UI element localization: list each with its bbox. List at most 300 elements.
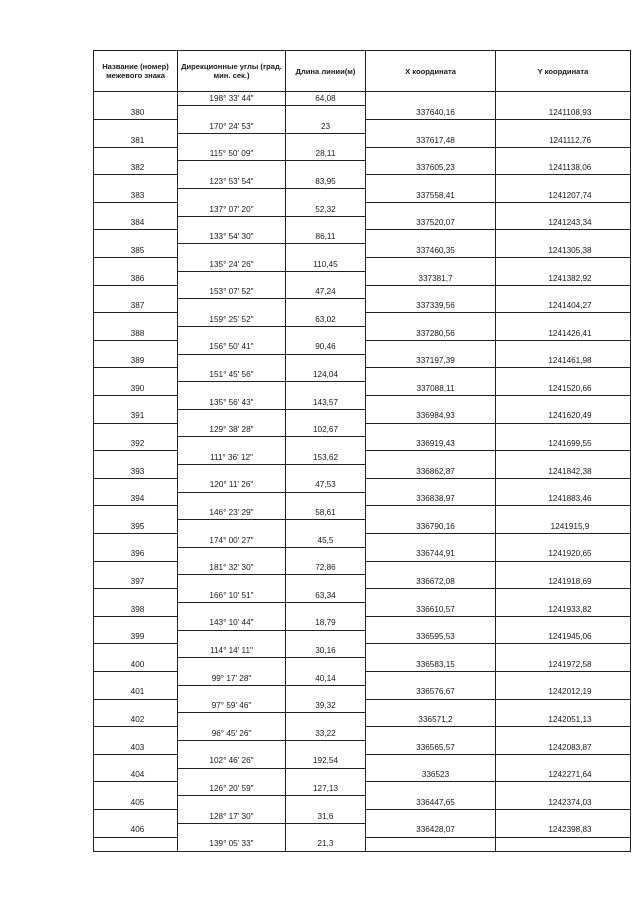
cell-direction-angle: [178, 299, 286, 313]
cell-direction-angle: [178, 547, 286, 561]
table-row: [94, 671, 631, 685]
cell-y-coordinate: [496, 230, 631, 244]
cell-point-name: [94, 147, 178, 161]
cell-direction-angle: 128° 17' 30": [178, 809, 286, 823]
cell-line-length: [286, 327, 366, 341]
cell-y-coordinate: 1242398,83: [496, 823, 631, 837]
cell-line-length: [286, 299, 366, 313]
cell-line-length: [286, 409, 366, 423]
cell-y-coordinate: [496, 313, 631, 327]
cell-point-name: [94, 92, 178, 106]
table-row: [94, 658, 631, 672]
cell-x-coordinate: 336672,08: [366, 575, 496, 589]
cell-direction-angle: [178, 327, 286, 341]
table-row: [94, 837, 631, 851]
table-row: [94, 492, 631, 506]
cell-line-length: 63,34: [286, 589, 366, 603]
cell-line-length: 86,11: [286, 230, 366, 244]
table-row: [94, 396, 631, 410]
cell-x-coordinate: [366, 202, 496, 216]
table-row: [94, 796, 631, 810]
cell-y-coordinate: [496, 340, 631, 354]
cell-direction-angle: 96° 45' 26": [178, 727, 286, 741]
cell-x-coordinate: 336583,15: [366, 658, 496, 672]
table-row: [94, 313, 631, 327]
cell-point-name: 387: [94, 299, 178, 313]
table-row: [94, 478, 631, 492]
cell-line-length: [286, 354, 366, 368]
cell-point-name: 399: [94, 630, 178, 644]
cell-point-name: [94, 175, 178, 189]
cell-direction-angle: [178, 382, 286, 396]
cell-line-length: 52,32: [286, 202, 366, 216]
cell-point-name: 406: [94, 823, 178, 837]
table-row: [94, 340, 631, 354]
table-row: [94, 809, 631, 823]
cell-direction-angle: [178, 133, 286, 147]
cell-y-coordinate: [496, 754, 631, 768]
table-row: [94, 354, 631, 368]
cell-direction-angle: 114° 14' 11": [178, 644, 286, 658]
cell-y-coordinate: [496, 147, 631, 161]
header-x-coordinate: X координата: [366, 51, 496, 92]
cell-point-name: 394: [94, 492, 178, 506]
cell-y-coordinate: [496, 616, 631, 630]
table-row: [94, 589, 631, 603]
cell-direction-angle: [178, 354, 286, 368]
table-row: [94, 561, 631, 575]
cell-point-name: 398: [94, 602, 178, 616]
cell-point-name: 389: [94, 354, 178, 368]
table-row: [94, 437, 631, 451]
cell-point-name: 388: [94, 327, 178, 341]
cell-x-coordinate: 336576,67: [366, 685, 496, 699]
table-row: [94, 465, 631, 479]
cell-x-coordinate: [366, 644, 496, 658]
cell-line-length: [286, 161, 366, 175]
cell-point-name: [94, 727, 178, 741]
table-row: [94, 258, 631, 272]
cell-line-length: 63,02: [286, 313, 366, 327]
cell-y-coordinate: 1241138,06: [496, 161, 631, 175]
cell-x-coordinate: 336984,93: [366, 409, 496, 423]
cell-direction-angle: 151° 45' 56": [178, 368, 286, 382]
cell-y-coordinate: [496, 258, 631, 272]
cell-y-coordinate: 1242374,03: [496, 796, 631, 810]
cell-point-name: [94, 699, 178, 713]
table-row: [94, 823, 631, 837]
cell-x-coordinate: 337197,39: [366, 354, 496, 368]
cell-point-name: [94, 423, 178, 437]
cell-y-coordinate: [496, 120, 631, 134]
cell-x-coordinate: [366, 175, 496, 189]
cell-x-coordinate: 337640,16: [366, 106, 496, 120]
cell-x-coordinate: 336919,43: [366, 437, 496, 451]
cell-direction-angle: [178, 437, 286, 451]
cell-point-name: [94, 506, 178, 520]
cell-line-length: [286, 271, 366, 285]
cell-line-length: 153,62: [286, 451, 366, 465]
cell-point-name: 401: [94, 685, 178, 699]
cell-point-name: [94, 368, 178, 382]
cell-x-coordinate: [366, 92, 496, 106]
table-row: [94, 327, 631, 341]
cell-y-coordinate: 1241972,58: [496, 658, 631, 672]
cell-point-name: 400: [94, 658, 178, 672]
cell-y-coordinate: 1241933,82: [496, 602, 631, 616]
table-row: [94, 299, 631, 313]
cell-direction-angle: 99° 17' 28": [178, 671, 286, 685]
cell-line-length: [286, 685, 366, 699]
cell-y-coordinate: 1241699,55: [496, 437, 631, 451]
cell-x-coordinate: [366, 340, 496, 354]
table-row: [94, 520, 631, 534]
cell-x-coordinate: 336790,16: [366, 520, 496, 534]
cell-point-name: [94, 313, 178, 327]
cell-direction-angle: 115° 50' 09": [178, 147, 286, 161]
cell-x-coordinate: 336565,57: [366, 740, 496, 754]
cell-y-coordinate: 1241426,41: [496, 327, 631, 341]
table-row: [94, 630, 631, 644]
table-row: [94, 189, 631, 203]
cell-x-coordinate: [366, 258, 496, 272]
cell-x-coordinate: [366, 285, 496, 299]
cell-x-coordinate: [366, 506, 496, 520]
cell-x-coordinate: [366, 396, 496, 410]
cell-point-name: 382: [94, 161, 178, 175]
cell-x-coordinate: [366, 754, 496, 768]
cell-x-coordinate: 336838,97: [366, 492, 496, 506]
cell-x-coordinate: 336595,53: [366, 630, 496, 644]
cell-y-coordinate: 1241842,38: [496, 465, 631, 479]
cell-x-coordinate: 337381,7: [366, 271, 496, 285]
cell-point-name: 383: [94, 189, 178, 203]
cell-x-coordinate: [366, 451, 496, 465]
table-row: [94, 547, 631, 561]
table-row: [94, 451, 631, 465]
table-row: [94, 713, 631, 727]
cell-x-coordinate: 336523: [366, 768, 496, 782]
cell-y-coordinate: [496, 534, 631, 548]
cell-line-length: 72,86: [286, 561, 366, 575]
cell-x-coordinate: [366, 671, 496, 685]
table-row: [94, 506, 631, 520]
cell-line-length: [286, 768, 366, 782]
table-row: [94, 409, 631, 423]
cell-y-coordinate: [496, 202, 631, 216]
cell-direction-angle: 137° 07' 20": [178, 202, 286, 216]
cell-x-coordinate: [366, 616, 496, 630]
table-row: [94, 147, 631, 161]
cell-point-name: [94, 478, 178, 492]
table-body: [94, 92, 631, 852]
cell-direction-angle: [178, 161, 286, 175]
cell-direction-angle: 102° 46' 26": [178, 754, 286, 768]
cell-y-coordinate: 1242051,13: [496, 713, 631, 727]
cell-direction-angle: 139° 05' 33": [178, 837, 286, 851]
cell-direction-angle: 143° 10' 44": [178, 616, 286, 630]
cell-x-coordinate: 336428,07: [366, 823, 496, 837]
cell-direction-angle: [178, 713, 286, 727]
cell-direction-angle: 111° 36' 12": [178, 451, 286, 465]
cell-line-length: 23: [286, 120, 366, 134]
cell-direction-angle: [178, 630, 286, 644]
cell-direction-angle: 174° 00' 27": [178, 534, 286, 548]
cell-point-name: [94, 837, 178, 851]
cell-direction-angle: [178, 602, 286, 616]
cell-x-coordinate: 337558,41: [366, 189, 496, 203]
cell-x-coordinate: 336862,87: [366, 465, 496, 479]
cell-point-name: 390: [94, 382, 178, 396]
cell-line-length: [286, 244, 366, 258]
header-direction-angle: Дирекционные углы (град. мин. сек.): [178, 51, 286, 92]
cell-direction-angle: 129° 38' 28": [178, 423, 286, 437]
cell-line-length: 58,61: [286, 506, 366, 520]
cell-point-name: 397: [94, 575, 178, 589]
cell-line-length: 192,54: [286, 754, 366, 768]
cell-point-name: 386: [94, 271, 178, 285]
cell-line-length: [286, 630, 366, 644]
cell-direction-angle: [178, 575, 286, 589]
cell-y-coordinate: 1241920,65: [496, 547, 631, 561]
cell-direction-angle: 135° 24' 26": [178, 258, 286, 272]
cell-direction-angle: [178, 106, 286, 120]
cell-y-coordinate: [496, 837, 631, 851]
cell-point-name: 385: [94, 244, 178, 258]
cell-y-coordinate: [496, 809, 631, 823]
cell-line-length: 64,08: [286, 92, 366, 106]
cell-point-name: 381: [94, 133, 178, 147]
cell-direction-angle: [178, 823, 286, 837]
table-row: [94, 202, 631, 216]
cell-line-length: [286, 216, 366, 230]
cell-line-length: [286, 189, 366, 203]
cell-line-length: [286, 465, 366, 479]
cell-point-name: [94, 230, 178, 244]
cell-point-name: [94, 589, 178, 603]
cell-line-length: [286, 492, 366, 506]
cell-x-coordinate: [366, 561, 496, 575]
cell-y-coordinate: [496, 782, 631, 796]
cell-point-name: [94, 671, 178, 685]
cell-point-name: 391: [94, 409, 178, 423]
cell-point-name: 392: [94, 437, 178, 451]
table-row: [94, 423, 631, 437]
cell-line-length: [286, 520, 366, 534]
table-row: [94, 727, 631, 741]
cell-x-coordinate: [366, 837, 496, 851]
cell-x-coordinate: 337339,56: [366, 299, 496, 313]
cell-direction-angle: [178, 189, 286, 203]
cell-direction-angle: [178, 658, 286, 672]
table-row: [94, 120, 631, 134]
cell-line-length: 127,13: [286, 782, 366, 796]
cell-point-name: [94, 534, 178, 548]
cell-line-length: 83,95: [286, 175, 366, 189]
cell-x-coordinate: 337460,35: [366, 244, 496, 258]
cell-point-name: [94, 809, 178, 823]
table-header-row: [94, 51, 631, 92]
cell-line-length: 40,14: [286, 671, 366, 685]
table-row: [94, 782, 631, 796]
cell-y-coordinate: [496, 561, 631, 575]
cell-y-coordinate: 1241945,06: [496, 630, 631, 644]
cell-y-coordinate: 1241404,27: [496, 299, 631, 313]
cell-y-coordinate: [496, 175, 631, 189]
table-row: [94, 133, 631, 147]
cell-point-name: [94, 258, 178, 272]
cell-x-coordinate: [366, 534, 496, 548]
cell-point-name: 405: [94, 796, 178, 810]
cell-line-length: 30,16: [286, 644, 366, 658]
cell-line-length: 18,79: [286, 616, 366, 630]
cell-direction-angle: [178, 216, 286, 230]
cell-point-name: 402: [94, 713, 178, 727]
table-row: [94, 575, 631, 589]
cell-direction-angle: 133° 54' 30": [178, 230, 286, 244]
cell-line-length: 47,24: [286, 285, 366, 299]
cell-line-length: [286, 602, 366, 616]
cell-line-length: [286, 575, 366, 589]
table-row: [94, 534, 631, 548]
cell-y-coordinate: 1241305,38: [496, 244, 631, 258]
cell-direction-angle: 159° 25' 52": [178, 313, 286, 327]
cell-line-length: 33,22: [286, 727, 366, 741]
cell-line-length: [286, 796, 366, 810]
cell-point-name: 404: [94, 768, 178, 782]
cell-y-coordinate: [496, 478, 631, 492]
cell-x-coordinate: [366, 699, 496, 713]
cell-line-length: 21,3: [286, 837, 366, 851]
table-row: [94, 382, 631, 396]
cell-y-coordinate: [496, 589, 631, 603]
cell-direction-angle: [178, 796, 286, 810]
cell-direction-angle: [178, 271, 286, 285]
cell-point-name: [94, 754, 178, 768]
cell-point-name: [94, 120, 178, 134]
cell-direction-angle: [178, 520, 286, 534]
cell-direction-angle: 135° 56' 43": [178, 396, 286, 410]
cell-y-coordinate: 1241108,93: [496, 106, 631, 120]
cell-point-name: [94, 782, 178, 796]
cell-x-coordinate: [366, 368, 496, 382]
cell-x-coordinate: [366, 478, 496, 492]
cell-point-name: [94, 285, 178, 299]
cell-y-coordinate: [496, 423, 631, 437]
table-row: [94, 216, 631, 230]
cell-line-length: 31,6: [286, 809, 366, 823]
cell-direction-angle: 170° 24' 53": [178, 120, 286, 134]
cell-point-name: [94, 644, 178, 658]
cell-direction-angle: 181° 32' 30": [178, 561, 286, 575]
cell-point-name: [94, 561, 178, 575]
cell-line-length: 45,5: [286, 534, 366, 548]
table-row: [94, 106, 631, 120]
cell-y-coordinate: 1241207,74: [496, 189, 631, 203]
cell-direction-angle: 120° 11' 26": [178, 478, 286, 492]
cell-x-coordinate: 337617,48: [366, 133, 496, 147]
cell-point-name: 396: [94, 547, 178, 561]
cell-y-coordinate: [496, 92, 631, 106]
table-row: [94, 699, 631, 713]
cell-y-coordinate: 1241620,49: [496, 409, 631, 423]
cell-y-coordinate: 1241112,76: [496, 133, 631, 147]
cell-direction-angle: [178, 768, 286, 782]
cell-direction-angle: 126° 20' 59": [178, 782, 286, 796]
cell-direction-angle: 123° 53' 54": [178, 175, 286, 189]
cell-x-coordinate: [366, 727, 496, 741]
cell-line-length: [286, 823, 366, 837]
cell-point-name: [94, 340, 178, 354]
table-row: [94, 368, 631, 382]
table-row: [94, 685, 631, 699]
cell-y-coordinate: [496, 671, 631, 685]
cell-x-coordinate: 336744,91: [366, 547, 496, 561]
cell-y-coordinate: 1241243,34: [496, 216, 631, 230]
header-line-length: Длина линии(м): [286, 51, 366, 92]
cell-y-coordinate: 1242083,87: [496, 740, 631, 754]
cell-point-name: 380: [94, 106, 178, 120]
cell-x-coordinate: 337280,56: [366, 327, 496, 341]
table-row: [94, 161, 631, 175]
cell-line-length: [286, 658, 366, 672]
cell-y-coordinate: 1241915,9: [496, 520, 631, 534]
cell-direction-angle: [178, 492, 286, 506]
cell-line-length: 28,11: [286, 147, 366, 161]
cell-line-length: 110,45: [286, 258, 366, 272]
cell-point-name: 395: [94, 520, 178, 534]
cell-direction-angle: 198° 33' 44": [178, 92, 286, 106]
cell-x-coordinate: [366, 230, 496, 244]
cell-line-length: 90,46: [286, 340, 366, 354]
cell-y-coordinate: [496, 644, 631, 658]
cell-y-coordinate: 1241918,69: [496, 575, 631, 589]
cell-x-coordinate: [366, 313, 496, 327]
table-row: [94, 175, 631, 189]
cell-y-coordinate: [496, 699, 631, 713]
cell-direction-angle: [178, 465, 286, 479]
cell-point-name: 393: [94, 465, 178, 479]
boundary-points-table: [93, 50, 631, 852]
cell-point-name: [94, 396, 178, 410]
table-row: [94, 92, 631, 106]
header-point-name: Название (номер) межевого знака: [94, 51, 178, 92]
cell-x-coordinate: 337605,23: [366, 161, 496, 175]
cell-line-length: [286, 437, 366, 451]
cell-line-length: 102,67: [286, 423, 366, 437]
cell-line-length: 47,53: [286, 478, 366, 492]
cell-line-length: [286, 106, 366, 120]
cell-line-length: 124,04: [286, 368, 366, 382]
table-row: [94, 616, 631, 630]
cell-y-coordinate: 1242012,19: [496, 685, 631, 699]
cell-y-coordinate: [496, 727, 631, 741]
table-row: [94, 271, 631, 285]
cell-line-length: [286, 133, 366, 147]
cell-x-coordinate: [366, 120, 496, 134]
table-row: [94, 740, 631, 754]
cell-y-coordinate: [496, 451, 631, 465]
cell-x-coordinate: [366, 589, 496, 603]
table-row: [94, 754, 631, 768]
cell-x-coordinate: [366, 809, 496, 823]
header-y-coordinate: Y координата: [496, 51, 631, 92]
cell-y-coordinate: 1241461,98: [496, 354, 631, 368]
cell-x-coordinate: [366, 147, 496, 161]
cell-line-length: [286, 713, 366, 727]
cell-direction-angle: 156° 50' 41": [178, 340, 286, 354]
cell-line-length: 143,57: [286, 396, 366, 410]
